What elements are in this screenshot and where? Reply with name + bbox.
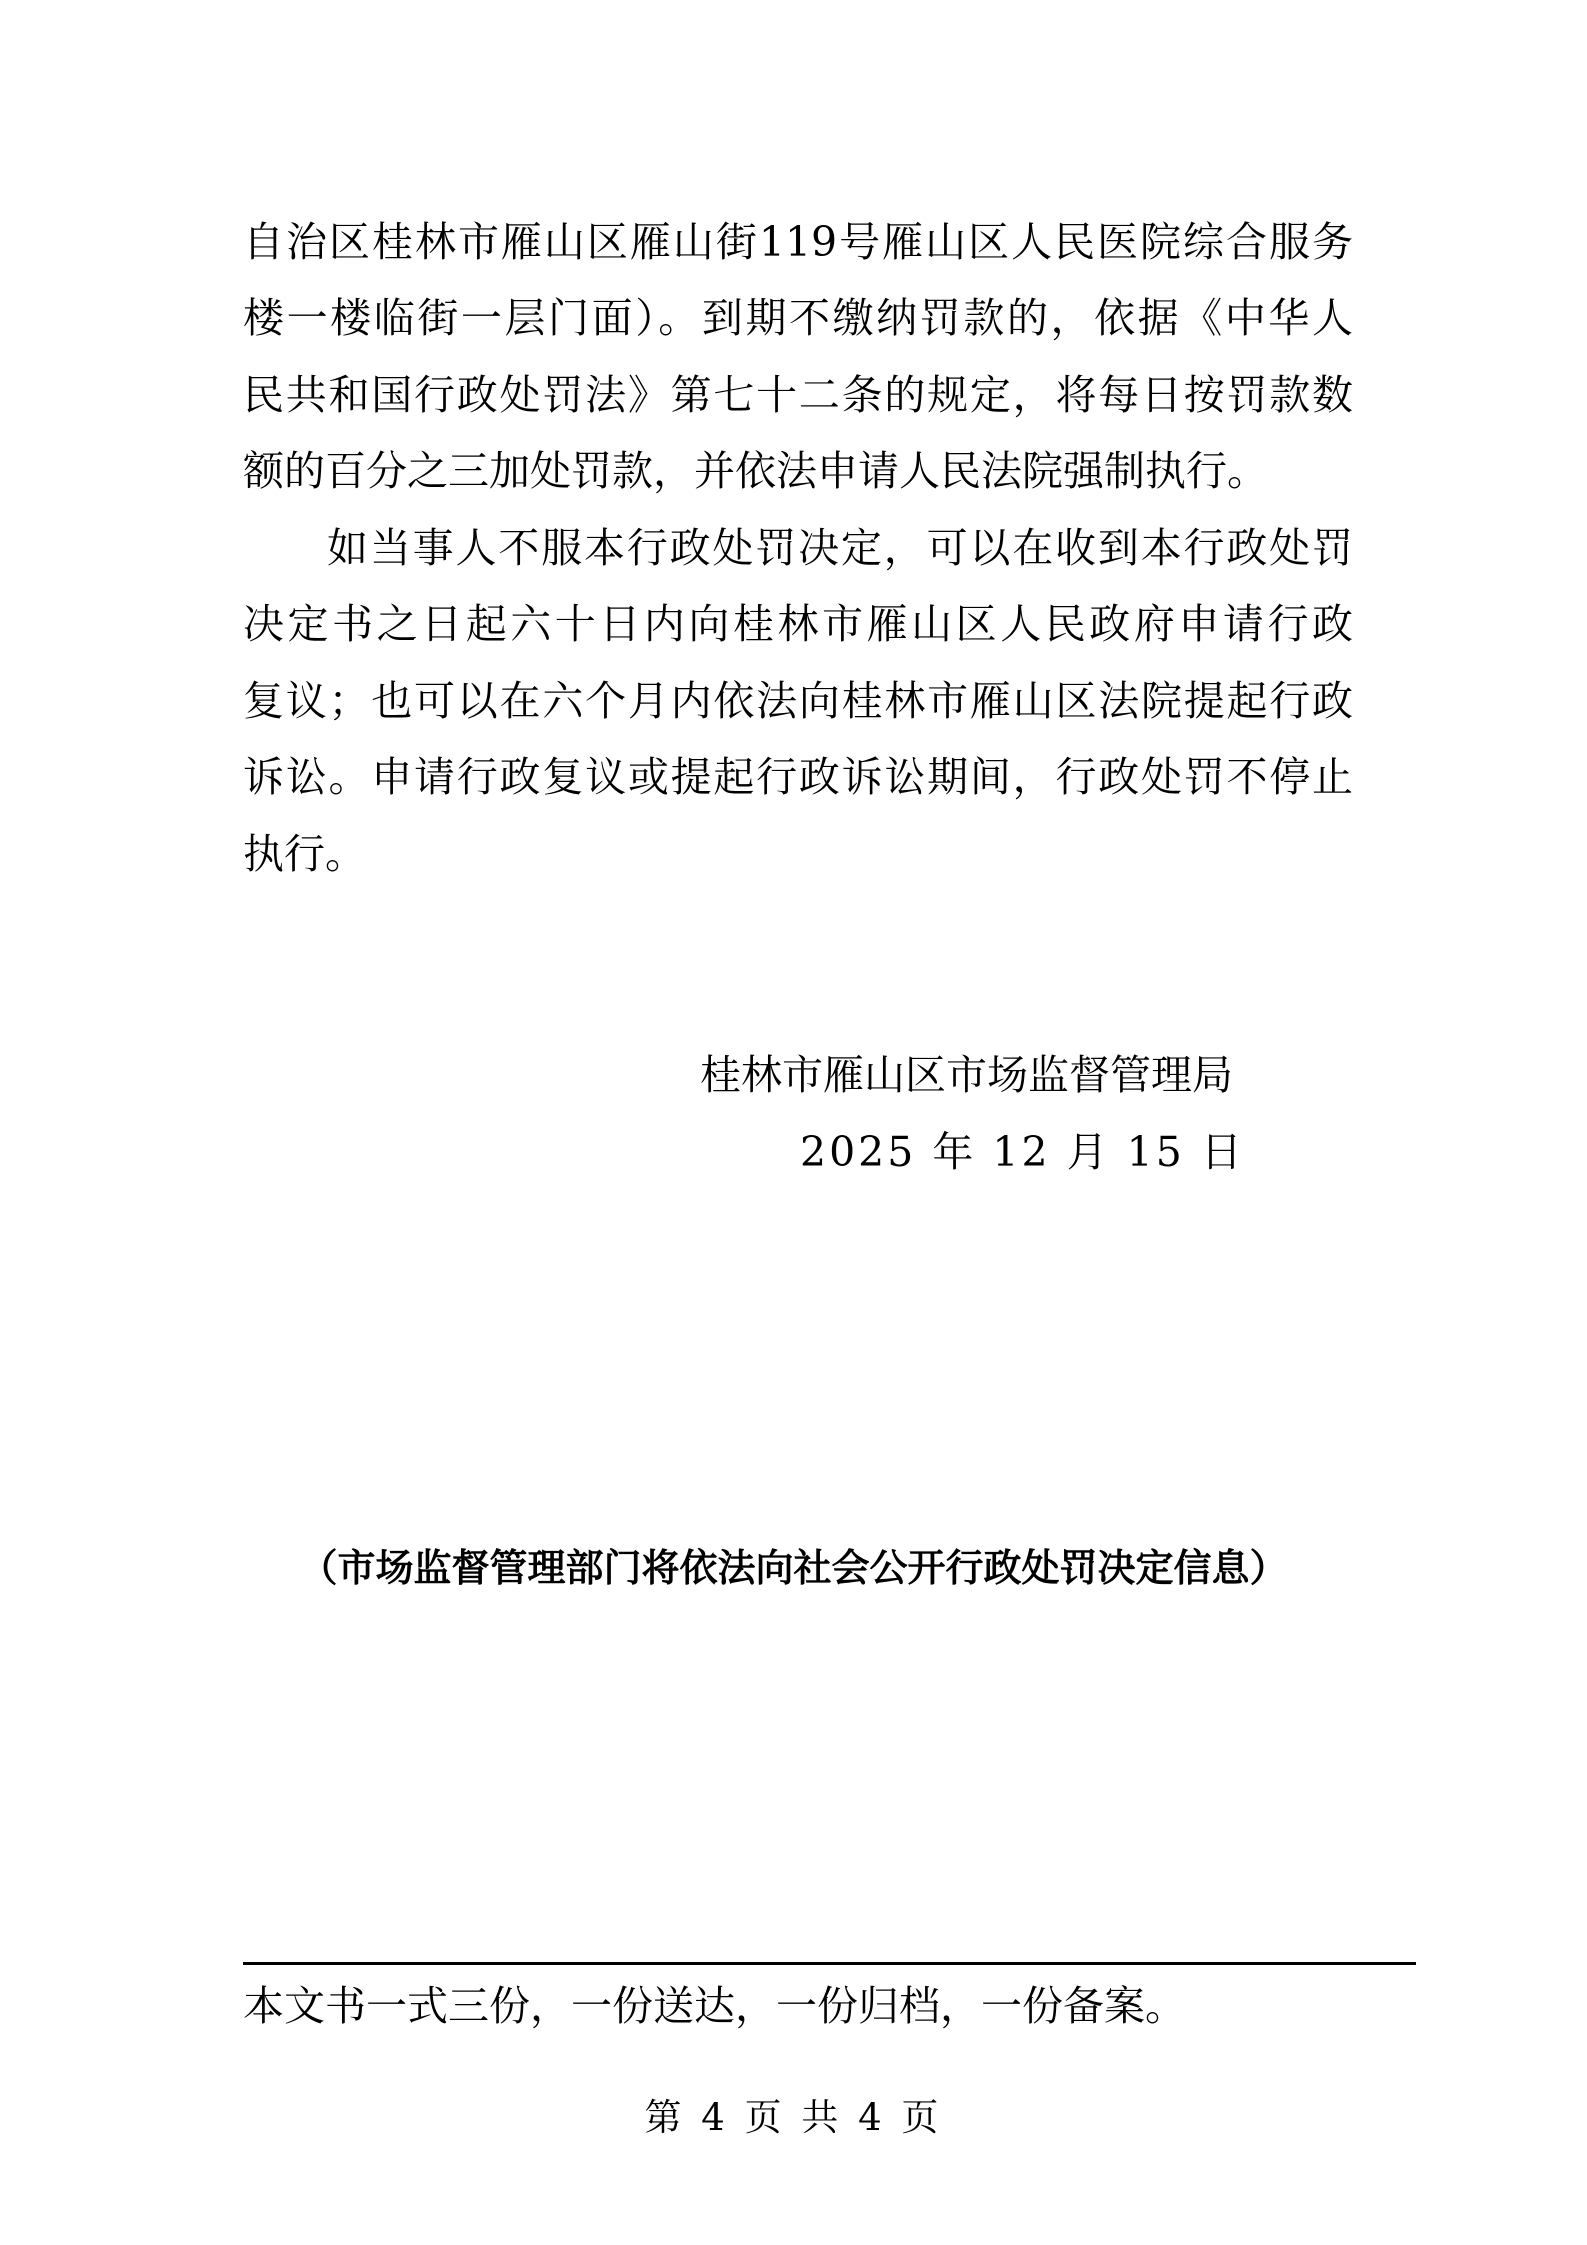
footer-divider	[243, 1962, 1416, 1965]
paragraph1-line-2: 楼一楼临街一层门面）。到期不缴纳罚款的，依据《中华人	[243, 294, 1353, 342]
paragraph2-line-3: 复议；也可以在六个月内依法向桂林市雁山区法院提起行政	[243, 677, 1353, 725]
copies-note: 本文书一式三份，一份送达，一份归档，一份备案。	[243, 1982, 1186, 2030]
paragraph2-line-5: 执行。	[243, 830, 366, 878]
paragraph2-line-4: 诉讼。申请行政复议或提起行政诉讼期间，行政处罚不停止	[243, 753, 1353, 801]
disclosure-notice: （市场监督管理部门将依法向社会公开行政处罚决定信息）	[299, 1546, 1288, 1590]
paragraph2-line-1: 如当事人不服本行政处罚决定，可以在收到本行政处罚	[327, 524, 1353, 572]
page-number: 第 4 页 共 4 页	[644, 2096, 943, 2139]
paragraph2-line-2: 决定书之日起六十日内向桂林市雁山区人民政府申请行政	[243, 600, 1353, 648]
issue-date: 2025 年 12 月 15 日	[800, 1128, 1245, 1176]
issuing-organization: 桂林市雁山区市场监督管理局	[700, 1051, 1233, 1099]
paragraph1-line-4: 额的百分之三加处罚款，并依法申请人民法院强制执行。	[243, 447, 1268, 495]
paragraph1-line-3: 民共和国行政处罚法》第七十二条的规定，将每日按罚款数	[243, 371, 1353, 419]
paragraph1-line-1: 自治区桂林市雁山区雁山街119号雁山区人民医院综合服务	[243, 218, 1353, 266]
